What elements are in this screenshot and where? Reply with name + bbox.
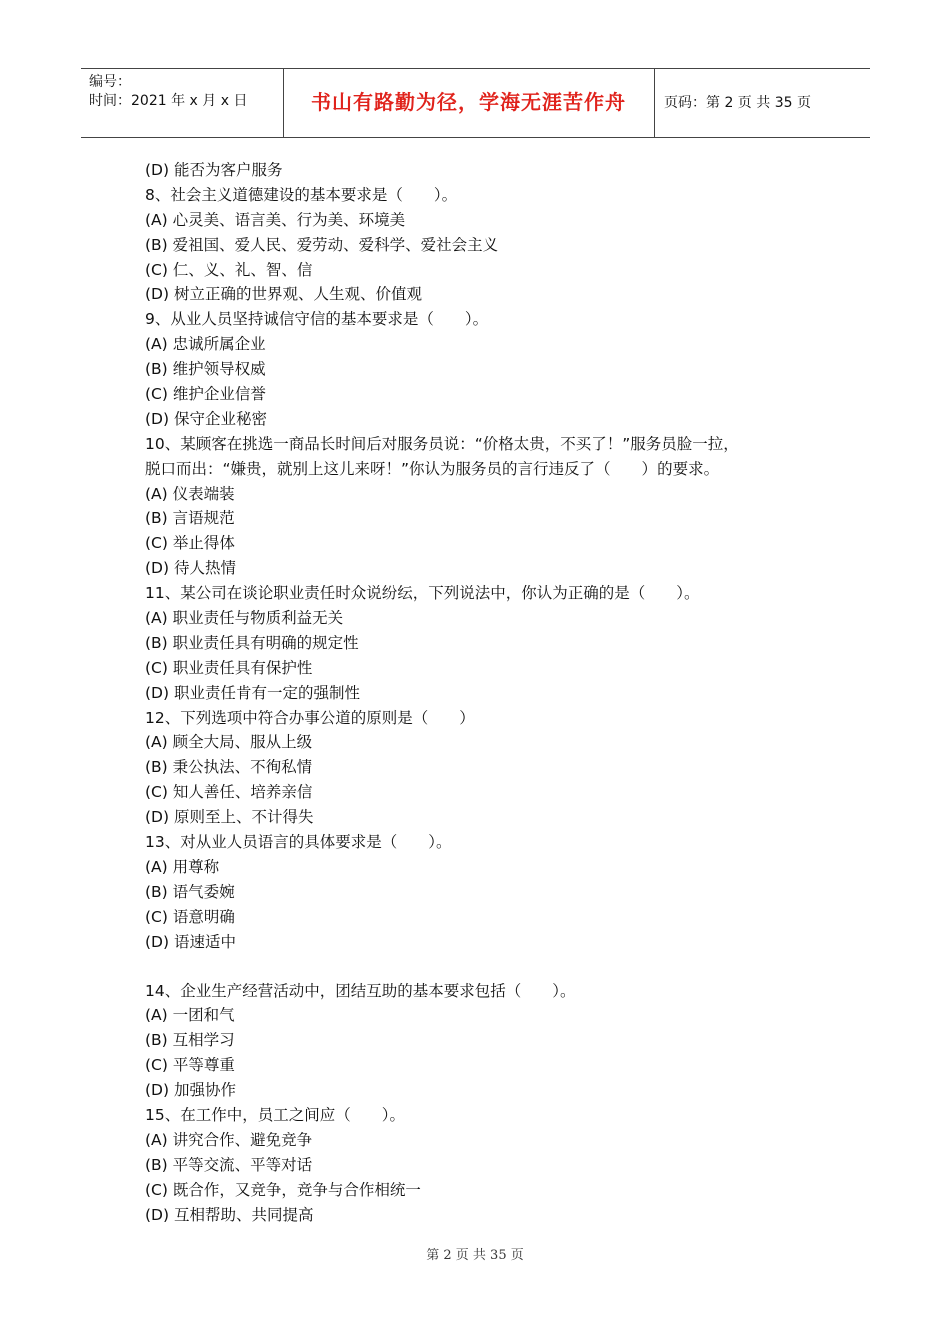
question-11: 11、某公司在谈论职业责任时众说纷纭，下列说法中，你认为正确的是（ ）。 xyxy=(145,584,700,603)
option-line: (D) 待人热情 xyxy=(145,559,236,578)
option-line: (C) 仁、义、礼、智、信 xyxy=(145,260,313,279)
option-line: (B) 爱祖国、爱人民、爱劳动、爱科学、爱社会主义 xyxy=(145,235,499,254)
option-line: (A) 顾全大局、服从上级 xyxy=(145,733,313,752)
option-line: (A) 职业责任与物质利益无关 xyxy=(145,609,344,628)
option-line: (B) 语气委婉 xyxy=(145,882,235,901)
option-line: (D) 原则至上、不计得失 xyxy=(145,808,314,827)
question-14: 14、企业生产经营活动中，团结互助的基本要求包括（ ）。 xyxy=(145,981,576,1000)
option-line: (A) 忠诚所属企业 xyxy=(145,335,266,354)
option-line: (B) 平等交流、平等对话 xyxy=(145,1155,313,1174)
option-line: (D) 职业责任肯有一定的强制性 xyxy=(145,683,360,702)
option-line: (B) 言语规范 xyxy=(145,509,235,528)
option-line: (D) 语速适中 xyxy=(145,932,236,951)
question-15: 15、在工作中，员工之间应（ ）。 xyxy=(145,1105,405,1124)
option-line: (C) 职业责任具有保护性 xyxy=(145,658,313,677)
option-line: (B) 职业责任具有明确的规定性 xyxy=(145,633,359,652)
option-line: (B) 维护领导权威 xyxy=(145,360,266,379)
text-line: (D) 能否为客户服务 xyxy=(145,161,283,179)
blank-line xyxy=(145,955,845,979)
question-12: 12、下列选项中符合办事公道的原则是（ ） xyxy=(145,708,475,727)
option-line: (A) 用尊称 xyxy=(145,857,220,876)
option-line: (A) 心灵美、语言美、行为美、环境美 xyxy=(145,210,406,229)
motto-text: 书山有路勤为径，学海无涯苦作舟 xyxy=(311,90,626,114)
question-10: 10、某顾客在挑选一商品长时间后对服务员说：“价格太贵，不买了！”服务员脸一拉， xyxy=(145,434,739,453)
option-line: (D) 加强协作 xyxy=(145,1081,236,1100)
document-date: 时间：2021 年 x 月 x 日 xyxy=(89,93,248,109)
option-line: (C) 语意明确 xyxy=(145,907,235,926)
question-13: 13、对从业人员语言的具体要求是（ ）。 xyxy=(145,833,452,852)
option-line: (D) 互相帮助、共同提高 xyxy=(145,1205,314,1224)
option-line: (B) 互相学习 xyxy=(145,1031,235,1050)
document-number-label: 编号： xyxy=(89,74,131,90)
option-line: (C) 维护企业信誉 xyxy=(145,385,266,404)
option-line: (B) 秉公执法、不徇私情 xyxy=(145,758,313,777)
option-line: (C) 知人善任、培养亲信 xyxy=(145,783,313,802)
page-footer: 第 2 页 共 35 页 xyxy=(426,1248,524,1263)
option-line: (A) 仪表端装 xyxy=(145,484,235,503)
question-list xyxy=(145,158,845,1227)
page-header xyxy=(81,68,870,138)
option-line: (A) 一团和气 xyxy=(145,1006,235,1025)
header-page-cell xyxy=(654,69,870,137)
option-line: (C) 既合作，又竞争，竞争与合作相统一 xyxy=(145,1180,421,1199)
page-info: 页码：第 2 页 共 35 页 xyxy=(664,95,811,111)
header-motto-cell xyxy=(283,69,655,137)
question-8: 8、社会主义道德建设的基本要求是（ ）。 xyxy=(145,185,458,204)
header-left-cell xyxy=(81,69,284,137)
option-line: (D) 保守企业秘密 xyxy=(145,409,267,428)
option-line: (C) 平等尊重 xyxy=(145,1056,235,1075)
option-line: (C) 举止得体 xyxy=(145,534,235,553)
question-10-continued: 脱口而出：“嫌贵，就别上这儿来呀！”你认为服务员的言行违反了（ ）的要求。 xyxy=(145,459,720,478)
question-9: 9、从业人员坚持诚信守信的基本要求是（ ）。 xyxy=(145,310,489,329)
option-line: (A) 讲究合作、避免竞争 xyxy=(145,1130,313,1149)
option-line: (D) 树立正确的世界观、人生观、价值观 xyxy=(145,285,422,304)
